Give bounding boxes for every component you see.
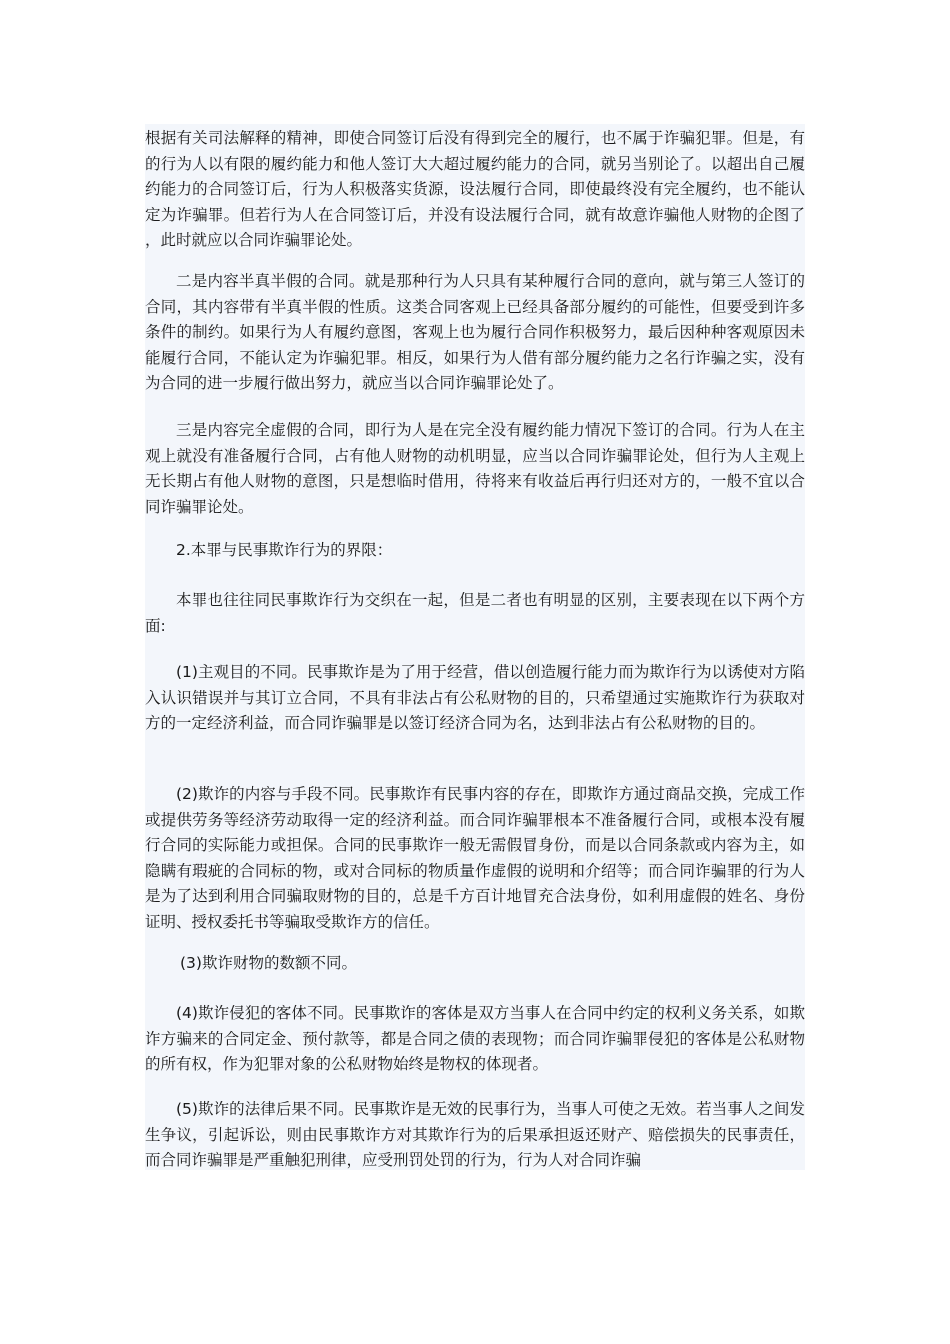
section-heading-civil-fraud: 2.本罪与民事欺诈行为的界限： xyxy=(176,541,393,559)
document-page xyxy=(145,124,805,1170)
paragraph-difference-1: (1)主观目的不同。民事欺诈是为了用于经营，借以创造履行能力而为欺诈行为以诱使对方陷入认识错误并与其订立合同，不具有非法占有公私财物的目的，只希望通过实施欺诈行为获取对方的一定经济利益，而合同诈骗罪是以签订经济合同为名，达到非法占有公私财物的目的。 xyxy=(145,663,805,732)
paragraph-difference-5: (5)欺诈的法律后果不同。民事欺诈是无效的民事行为，当事人可使之无效。若当事人之间发生争议，引起诉讼，则由民事欺诈方对其欺诈行为的后果承担返还财产、赔偿损失的民事责任，而合同诈骗罪是严重触犯刑律，应受刑罚处罚的行为，行为人对合同诈骗 xyxy=(145,1100,805,1169)
paragraph-judicial-interpretation: 根据有关司法解释的精神，即使合同签订后没有得到完全的履行，也不属于诈骗犯罪。但是，有的行为人以有限的履约能力和他人签订大大超过履约能力的合同，就另当别论了。以超出自己履约能力的合同签订后，行为人积极落实货源，设法履行合同，即使最终没有完全履约，也不能认定为诈骗罪。但若行为人在合同签订后，并没有设法履行合同，就有故意诈骗他人财物的企图了，此时就应以合同诈骗罪论处。 xyxy=(145,129,805,249)
paragraph-difference-2: (2)欺诈的内容与手段不同。民事欺诈有民事内容的存在，即欺诈方通过商品交换，完成工作或提供劳务等经济劳动取得一定的经济利益。而合同诈骗罪根本不准备履行合同，或根本没有履行合同的实际能力或担保。合同的民事欺诈一般无需假冒身份，而是以合同条款或内容为主，如隐瞒有瑕疵的合同标的物，或对合同标的物质量作虚假的说明和介绍等；而合同诈骗罪的行为人是为了达到利用合同骗取财物的目的，总是千方百计地冒充合法身份，如利用虚假的姓名、身份证明、授权委托书等骗取受欺诈方的信任。 xyxy=(145,785,805,931)
paragraph-difference-3: (3)欺诈财物的数额不同。 xyxy=(180,954,357,972)
paragraph-false-contract: 三是内容完全虚假的合同，即行为人是在完全没有履约能力情况下签订的合同。行为人在主观上就没有准备履行合同，占有他人财物的动机明显，应当以合同诈骗罪论处，但行为人主观上无长期占有他人财物的意图，只是想临时借用，待将来有收益后再行归还对方的，一般不宜以合同诈骗罪论处。 xyxy=(145,421,805,516)
paragraph-half-true-contract: 二是内容半真半假的合同。就是那种行为人只具有某种履行合同的意向，就与第三人签订的合同，其内容带有半真半假的性质。这类合同客观上已经具备部分履约的可能性，但要受到许多条件的制约。如果行为人有履约意图，客观上也为履行合同作积极努力，最后因种种客观原因未能履行合同，不能认定为诈骗犯罪。相反，如果行为人借有部分履约能力之名行诈骗之实，没有为合同的进一步履行做出努力，就应当以合同诈骗罪论处了。 xyxy=(145,272,805,392)
paragraph-difference-4: (4)欺诈侵犯的客体不同。民事欺诈的客体是双方当事人在合同中约定的权利义务关系，如欺诈方骗来的合同定金、预付款等，都是合同之债的表现物；而合同诈骗罪侵犯的客体是公私财物的所有权，作为犯罪对象的公私财物始终是物权的体现者。 xyxy=(145,1004,805,1073)
paragraph-intro-differences: 本罪也往往同民事欺诈行为交织在一起，但是二者也有明显的区别，主要表现在以下两个方面: xyxy=(145,591,805,635)
